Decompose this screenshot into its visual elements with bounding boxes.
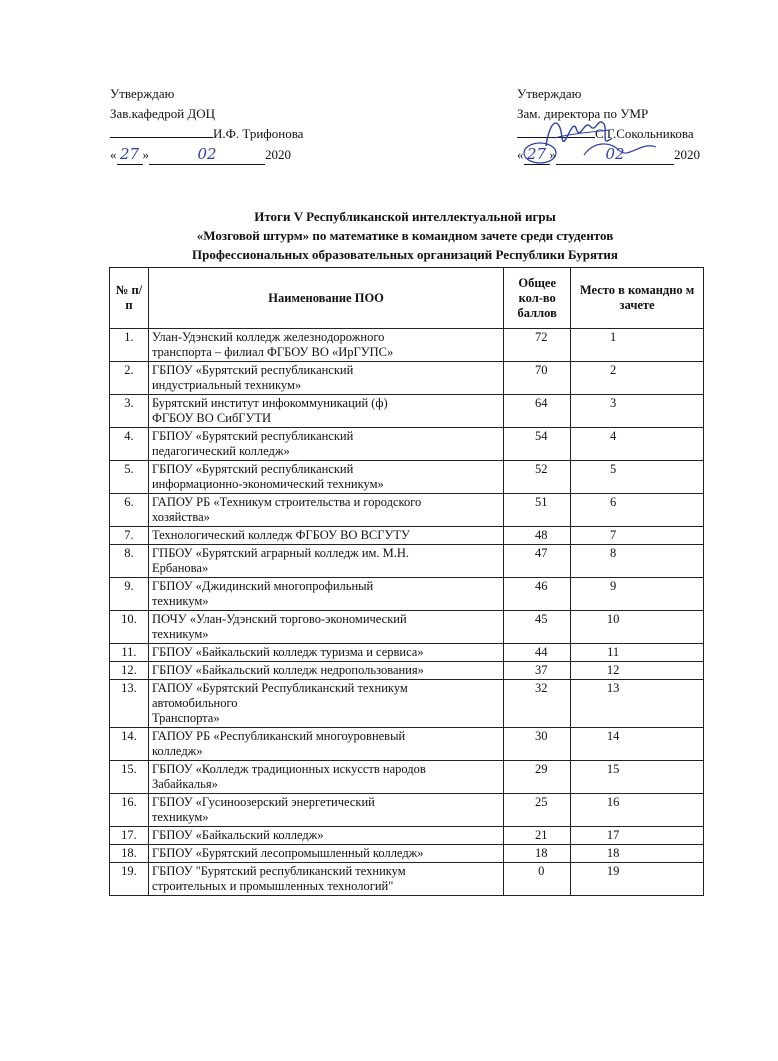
row-place <box>571 527 704 545</box>
row-place-value: 1 <box>609 330 617 344</box>
row-score <box>504 428 571 461</box>
row-score-value: 70 <box>534 363 548 377</box>
row-place-value: 15 <box>606 762 620 776</box>
row-num: 11. <box>110 644 149 662</box>
row-name: ГБПОУ «Бурятский лесопромышленный колледж» <box>148 845 503 863</box>
row-score-value: 21 <box>534 828 548 842</box>
row-place-value: 4 <box>609 429 617 443</box>
table-row <box>110 728 704 761</box>
table-row <box>110 827 704 845</box>
row-name: Бурятский институт инфокоммуникаций (ф) ФГБОУ ВО СибГУТИ <box>148 395 503 428</box>
row-place-value: 3 <box>609 396 617 410</box>
row-score-value: 30 <box>534 729 548 743</box>
approval-left-label: Утверждаю <box>110 86 175 101</box>
row-name: ГАПОУ РБ «Техникум строительства и городского хозяйства» <box>148 494 503 527</box>
table-row <box>110 428 704 461</box>
table-row <box>110 578 704 611</box>
row-place <box>571 644 704 662</box>
row-num: 5. <box>110 461 149 494</box>
row-num: 6. <box>110 494 149 527</box>
row-place-value: 7 <box>609 528 617 542</box>
row-place-value: 11 <box>607 645 620 659</box>
table-row <box>110 461 704 494</box>
row-score-value: 48 <box>534 528 548 542</box>
row-score-value: 37 <box>534 663 548 677</box>
row-score <box>504 545 571 578</box>
table-row <box>110 794 704 827</box>
handwritten-scribble-icon <box>580 137 660 165</box>
table-row <box>110 329 704 362</box>
row-score <box>504 527 571 545</box>
row-name: ГБПОУ «Байкальский колледж» <box>148 827 503 845</box>
approval-left-date: « 27 » 02 2020 <box>110 145 291 163</box>
row-num: 12. <box>110 662 149 680</box>
row-score-value: 18 <box>534 846 548 860</box>
row-place-value: 16 <box>606 795 620 809</box>
table-row <box>110 362 704 395</box>
row-num: 10. <box>110 611 149 644</box>
row-score-value: 32 <box>534 681 548 695</box>
title-line-1: Итоги V Республиканской интеллектуальной игры <box>254 209 556 224</box>
document-title <box>100 207 710 264</box>
row-place-value: 18 <box>606 846 620 860</box>
row-name: ГБПОУ «Гусиноозерский энергетический техникум» <box>148 794 503 827</box>
row-num: 18. <box>110 845 149 863</box>
row-score-value: 47 <box>534 546 548 560</box>
row-place <box>571 461 704 494</box>
signature-line <box>110 137 213 138</box>
row-place <box>571 545 704 578</box>
approval-right-name: С.Г.Сокольникова <box>595 126 694 141</box>
row-place <box>571 794 704 827</box>
row-score <box>504 644 571 662</box>
row-score <box>504 362 571 395</box>
table-row <box>110 395 704 428</box>
table-row <box>110 761 704 794</box>
row-place <box>571 863 704 896</box>
row-score-value: 52 <box>534 462 548 476</box>
row-place-value: 13 <box>606 681 620 695</box>
row-place-value: 17 <box>606 828 620 842</box>
approval-left-month: 02 <box>149 144 265 165</box>
row-place-value: 12 <box>606 663 620 677</box>
table-row <box>110 845 704 863</box>
row-name: ПОЧУ «Улан-Удэнский торгово-экономический техникум» <box>148 611 503 644</box>
row-num: 7. <box>110 527 149 545</box>
row-place-value: 19 <box>606 864 620 878</box>
row-place <box>571 728 704 761</box>
title-line-2: «Мозговой штурм» по математике в командном зачете среди студентов <box>196 228 614 243</box>
table-row <box>110 545 704 578</box>
row-score <box>504 827 571 845</box>
row-score-value: 72 <box>534 330 548 344</box>
row-score-value: 46 <box>534 579 548 593</box>
table-row <box>110 494 704 527</box>
table-row <box>110 863 704 896</box>
handwritten-scribble-icon <box>520 138 560 166</box>
table-header-row <box>110 268 704 329</box>
row-score-value: 64 <box>534 396 548 410</box>
approval-left-day: 27 <box>117 144 143 165</box>
table-row <box>110 611 704 644</box>
results-table <box>109 267 704 896</box>
approval-right-label: Утверждаю <box>517 86 582 101</box>
row-score <box>504 578 571 611</box>
row-score <box>504 395 571 428</box>
row-num: 16. <box>110 794 149 827</box>
approval-right-year: 2020 <box>674 147 700 162</box>
approval-left <box>110 84 303 165</box>
table-row <box>110 644 704 662</box>
row-name: ГАПОУ «Бурятский Республиканский техникум автомобильного Транспорта» <box>148 680 503 728</box>
row-place <box>571 362 704 395</box>
row-score-value: 29 <box>534 762 548 776</box>
table-row <box>110 662 704 680</box>
approval-left-position: Зав.кафедрой ДОЦ <box>110 106 216 121</box>
row-score-value: 51 <box>534 495 548 509</box>
row-num: 19. <box>110 863 149 896</box>
row-num: 4. <box>110 428 149 461</box>
row-score <box>504 611 571 644</box>
approval-right-position: Зам. директора по УМР <box>517 106 649 121</box>
row-place-value: 5 <box>609 462 617 476</box>
row-name: ГБПОУ «Бурятский республиканский индустриальный техникум» <box>148 362 503 395</box>
row-place <box>571 329 704 362</box>
row-score-value: 25 <box>534 795 548 809</box>
row-place-value: 10 <box>606 612 620 626</box>
row-name: Технологический колледж ФГБОУ ВО ВСГУТУ <box>148 527 503 545</box>
row-place <box>571 578 704 611</box>
row-place <box>571 680 704 728</box>
row-place <box>571 845 704 863</box>
row-name: ГАПОУ РБ «Республиканский многоуровневый колледж» <box>148 728 503 761</box>
row-num: 15. <box>110 761 149 794</box>
row-place-value: 9 <box>609 579 617 593</box>
row-place <box>571 395 704 428</box>
row-name: ГПБОУ «Бурятский аграрный колледж им. М.Н. Ербанова» <box>148 545 503 578</box>
row-place <box>571 662 704 680</box>
row-name: ГБПОУ «Байкальский колледж недропользования» <box>148 662 503 680</box>
header-place: Место в командно м зачете <box>571 268 704 329</box>
row-name: Улан-Удэнский колледж железнодорожного транспорта – филиал ФГБОУ ВО «ИрГУПС» <box>148 329 503 362</box>
row-score <box>504 728 571 761</box>
table-row <box>110 680 704 728</box>
row-name: ГБПОУ «Джидинский многопрофильный техникум» <box>148 578 503 611</box>
approval-left-name-line <box>110 124 303 144</box>
row-num: 14. <box>110 728 149 761</box>
row-score-value: 44 <box>534 645 548 659</box>
row-place-value: 6 <box>609 495 617 509</box>
row-place <box>571 611 704 644</box>
row-score <box>504 680 571 728</box>
row-score-value: 0 <box>538 864 545 878</box>
table-row <box>110 527 704 545</box>
row-place <box>571 494 704 527</box>
row-score <box>504 794 571 827</box>
approval-left-year: 2020 <box>265 147 291 162</box>
row-num: 3. <box>110 395 149 428</box>
row-num: 8. <box>110 545 149 578</box>
approval-right-day: 27 <box>524 144 550 165</box>
row-name: ГБПОУ «Бурятский республиканский информационно-экономический техникум» <box>148 461 503 494</box>
row-num: 17. <box>110 827 149 845</box>
row-score <box>504 494 571 527</box>
title-line-3: Профессиональных образовательных организаций Республики Бурятия <box>192 247 618 262</box>
table-body <box>110 329 704 896</box>
row-place-value: 2 <box>609 363 617 377</box>
row-score <box>504 329 571 362</box>
row-name: ГБПОУ «Колледж традиционных искусств народов Забайкалья» <box>148 761 503 794</box>
row-score <box>504 845 571 863</box>
row-name: ГБПОУ "Бурятский республиканский техникум строительных и промышленных технологий" <box>148 863 503 896</box>
row-place-value: 14 <box>606 729 620 743</box>
approval-left-name: И.Ф. Трифонова <box>213 126 304 141</box>
row-place-value: 8 <box>609 546 617 560</box>
row-name: ГБПОУ «Байкальский колледж туризма и сервиса» <box>148 644 503 662</box>
header-score: Общее кол-во баллов <box>504 268 571 329</box>
row-score <box>504 761 571 794</box>
row-score-value: 54 <box>534 429 548 443</box>
row-score <box>504 863 571 896</box>
row-num: 2. <box>110 362 149 395</box>
approval-right-month: 02 <box>556 144 674 165</box>
row-score <box>504 461 571 494</box>
row-name: ГБПОУ «Бурятский республиканский педагогический колледж» <box>148 428 503 461</box>
row-score-value: 45 <box>534 612 548 626</box>
row-place <box>571 827 704 845</box>
header-name: Наименование ПОО <box>148 268 503 329</box>
row-place <box>571 761 704 794</box>
row-score <box>504 662 571 680</box>
row-num: 1. <box>110 329 149 362</box>
header-num: № п/п <box>110 268 149 329</box>
row-place <box>571 428 704 461</box>
row-num: 9. <box>110 578 149 611</box>
row-num: 13. <box>110 680 149 728</box>
approval-right-date: « 27 » 02 2020 <box>517 145 700 163</box>
